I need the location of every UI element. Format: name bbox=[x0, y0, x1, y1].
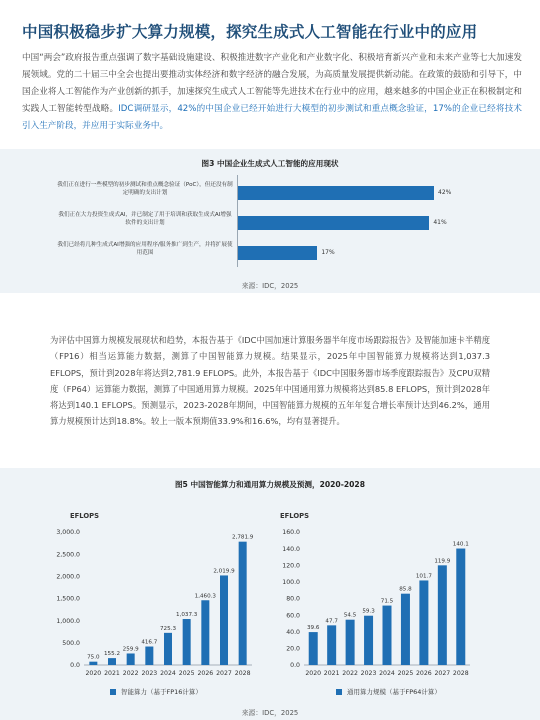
bar bbox=[220, 575, 228, 665]
x-tick-label: 2022 bbox=[122, 670, 139, 677]
figure3-title: 图3 中国企业生成式人工智能的应用现状 bbox=[201, 159, 339, 168]
data-label: 259.9 bbox=[122, 646, 139, 653]
legend-left bbox=[110, 687, 202, 696]
y-tick-label: 0.0 bbox=[290, 662, 300, 670]
intro-text: 中国“两会”政府报告重点强调了数字基础设施建设、积极推进数字产业化和产业数字化、积极培育新兴产业和未来产业等七大加速发展领域。党的二十届三中全会也提出要推动实体经济和数字经济的融合发展，为高质量发展提供新动能。在政策的鼓励和引导下，中国企业将人工智能作为产业创新的抓手，加速探究生成式人工智能等先进技术在行业中的应用，越来越多的中国企业正在积极制定和实践人工智能转型战略。 bbox=[22, 53, 522, 114]
figure3-row bbox=[0, 211, 540, 235]
figure5-title: 图5 中国智能算力和通用算力规模及预测，2020-2028 bbox=[174, 480, 366, 489]
y-tick-label: 2,500.0 bbox=[56, 551, 80, 559]
legend-swatch bbox=[336, 689, 342, 695]
bar bbox=[383, 606, 392, 665]
x-tick-label: 2024 bbox=[379, 670, 395, 677]
x-tick-label: 2027 bbox=[434, 670, 451, 677]
bar bbox=[401, 594, 410, 665]
y-tick-label: 80.0 bbox=[286, 595, 300, 603]
data-label: 101.7 bbox=[415, 573, 432, 580]
figure3-bar bbox=[238, 216, 429, 230]
bar bbox=[327, 625, 336, 665]
x-tick-label: 2028 bbox=[234, 670, 251, 677]
intro-paragraph bbox=[22, 50, 522, 135]
y-tick-label: 500.0 bbox=[62, 640, 80, 648]
x-tick-label: 2022 bbox=[342, 670, 358, 677]
x-tick-label: 2021 bbox=[104, 670, 120, 677]
legend-right-label: 通用算力规模（基于FP64计算） bbox=[347, 688, 441, 696]
data-label: 140.1 bbox=[452, 541, 469, 548]
figure3-row bbox=[0, 181, 540, 205]
figure3-bar bbox=[238, 186, 434, 200]
chart-right-unit-label: EFLOPS bbox=[280, 512, 310, 520]
y-tick-label: 60.0 bbox=[286, 612, 300, 620]
data-label: 1,037.3 bbox=[175, 612, 198, 619]
bar bbox=[309, 632, 318, 665]
bar bbox=[456, 549, 465, 665]
y-tick-label: 40.0 bbox=[286, 628, 300, 636]
y-tick-label: 20.0 bbox=[286, 645, 300, 653]
computing-power-chart-right bbox=[280, 522, 480, 682]
data-label: 155.2 bbox=[103, 651, 121, 658]
legend-swatch bbox=[110, 689, 116, 695]
figure3-category-label: 我们已经将几种生成式AI增强的应用程序/服务推广到生产，并将扩展使用范围 bbox=[57, 242, 233, 256]
x-tick-label: 2020 bbox=[305, 670, 322, 677]
chart-left-unit-label: EFLOPS bbox=[70, 512, 100, 520]
bar bbox=[239, 542, 247, 665]
y-tick-label: 1,000.0 bbox=[56, 617, 80, 625]
figure3-value-label: 42% bbox=[438, 189, 452, 196]
data-label: 85.8 bbox=[399, 586, 412, 593]
bar bbox=[419, 580, 428, 665]
bar bbox=[145, 647, 153, 665]
x-tick-label: 2028 bbox=[452, 670, 469, 677]
bar bbox=[183, 619, 191, 665]
figure3-row bbox=[0, 241, 540, 265]
y-tick-label: 1,500.0 bbox=[56, 595, 80, 603]
bar bbox=[164, 633, 172, 665]
x-tick-label: 2027 bbox=[216, 670, 232, 677]
data-label: 2,781.9 bbox=[231, 534, 254, 541]
bar bbox=[346, 620, 355, 665]
y-tick-label: 3,000.0 bbox=[56, 529, 80, 537]
data-label: 1,460.3 bbox=[194, 593, 217, 600]
data-label: 75.0 bbox=[87, 654, 100, 661]
figure3-category-label: 我们正在进行一些模型的初步测试和重点概念验证（PoC），但还没有制定明确的支出计划 bbox=[57, 182, 233, 196]
y-tick-label: 140.0 bbox=[282, 545, 300, 553]
bar bbox=[438, 565, 447, 665]
data-label: 416.7 bbox=[141, 639, 158, 646]
bar bbox=[108, 658, 116, 665]
y-tick-label: 2,000.0 bbox=[56, 573, 80, 581]
figure3-axis bbox=[237, 175, 238, 267]
x-tick-label: 2026 bbox=[197, 670, 214, 677]
bar bbox=[201, 600, 209, 665]
x-tick-label: 2023 bbox=[360, 670, 377, 677]
data-label: 39.6 bbox=[306, 625, 320, 632]
intro-highlight: IDC调研显示，42%的中国企业已经开始进行大模型的初步测试和重点概念验证，17%的企业已经将技术引入生产阶段，并应用于实际业务中。 bbox=[22, 104, 522, 131]
figure5-source: 来源：IDC，2025 bbox=[241, 709, 299, 717]
data-label: 71.5 bbox=[380, 598, 394, 605]
legend-left-label: 智能算力（基于FP16计算） bbox=[121, 688, 202, 696]
x-tick-label: 2026 bbox=[416, 670, 432, 677]
y-tick-label: 160.0 bbox=[282, 529, 300, 537]
bar bbox=[127, 653, 135, 665]
data-label: 59.3 bbox=[362, 608, 375, 615]
x-tick-label: 2024 bbox=[160, 670, 176, 677]
x-tick-label: 2023 bbox=[141, 670, 158, 677]
figure3-value-label: 41% bbox=[433, 219, 447, 226]
bar bbox=[89, 662, 97, 665]
bar bbox=[364, 616, 373, 665]
x-tick-label: 2020 bbox=[85, 670, 102, 677]
computing-power-chart-left bbox=[56, 522, 260, 682]
page-title: 中国积极稳步扩大算力规模，探究生成式人工智能在行业中的应用 bbox=[22, 23, 478, 41]
data-label: 725.3 bbox=[159, 625, 177, 632]
y-tick-label: 0.0 bbox=[70, 662, 80, 670]
x-tick-label: 2025 bbox=[397, 670, 414, 677]
x-tick-label: 2021 bbox=[323, 670, 340, 677]
data-label: 119.9 bbox=[434, 558, 451, 565]
figure3-source: 来源：IDC，2025 bbox=[241, 282, 299, 290]
body-paragraph: 为评估中国算力规模发展现状和趋势，本报告基于《IDC中国加速计算服务器半年度市场跟踪报告》及智能加速卡半精度（FP16）相当运算能力数据，测算了中国智能算力规模。结果显示，2025年中国智能算力规模将达到1,037.3 EFLOPS，预计到2028年将达到2,781.9 EFLOPS。此外，本报告基于《IDC中国服务器市场季度跟踪报告》及CPU双精度（FP64）运算能力数据，测算了中国通用算力规模。2025年中国通用算力规模将达到85.8 EFLOPS，预计到2028年将达到140.1 EFLOPS。预测显示，2023-2028年期间，中国智能算力规模的五年年复合增长率预计达到46.2%，通用算力规模预计达到18.8%。较上一版本预期值33.9%和16.6%，均有显著提升。 bbox=[50, 335, 490, 427]
data-label: 2,019.9 bbox=[213, 568, 235, 575]
data-label: 54.5 bbox=[343, 612, 357, 619]
figure3-value-label: 17% bbox=[321, 249, 335, 256]
figure3-bar bbox=[238, 246, 317, 260]
x-tick-label: 2025 bbox=[178, 670, 195, 677]
data-label: 47.7 bbox=[325, 618, 338, 625]
figure3-category-label: 我们正在大力投资生成式AI，并已制定了用于培训和获取生成式AI增强软件的支出计划 bbox=[58, 212, 232, 226]
y-tick-label: 120.0 bbox=[282, 562, 300, 570]
legend-right bbox=[336, 687, 441, 696]
y-tick-label: 100.0 bbox=[282, 579, 300, 587]
